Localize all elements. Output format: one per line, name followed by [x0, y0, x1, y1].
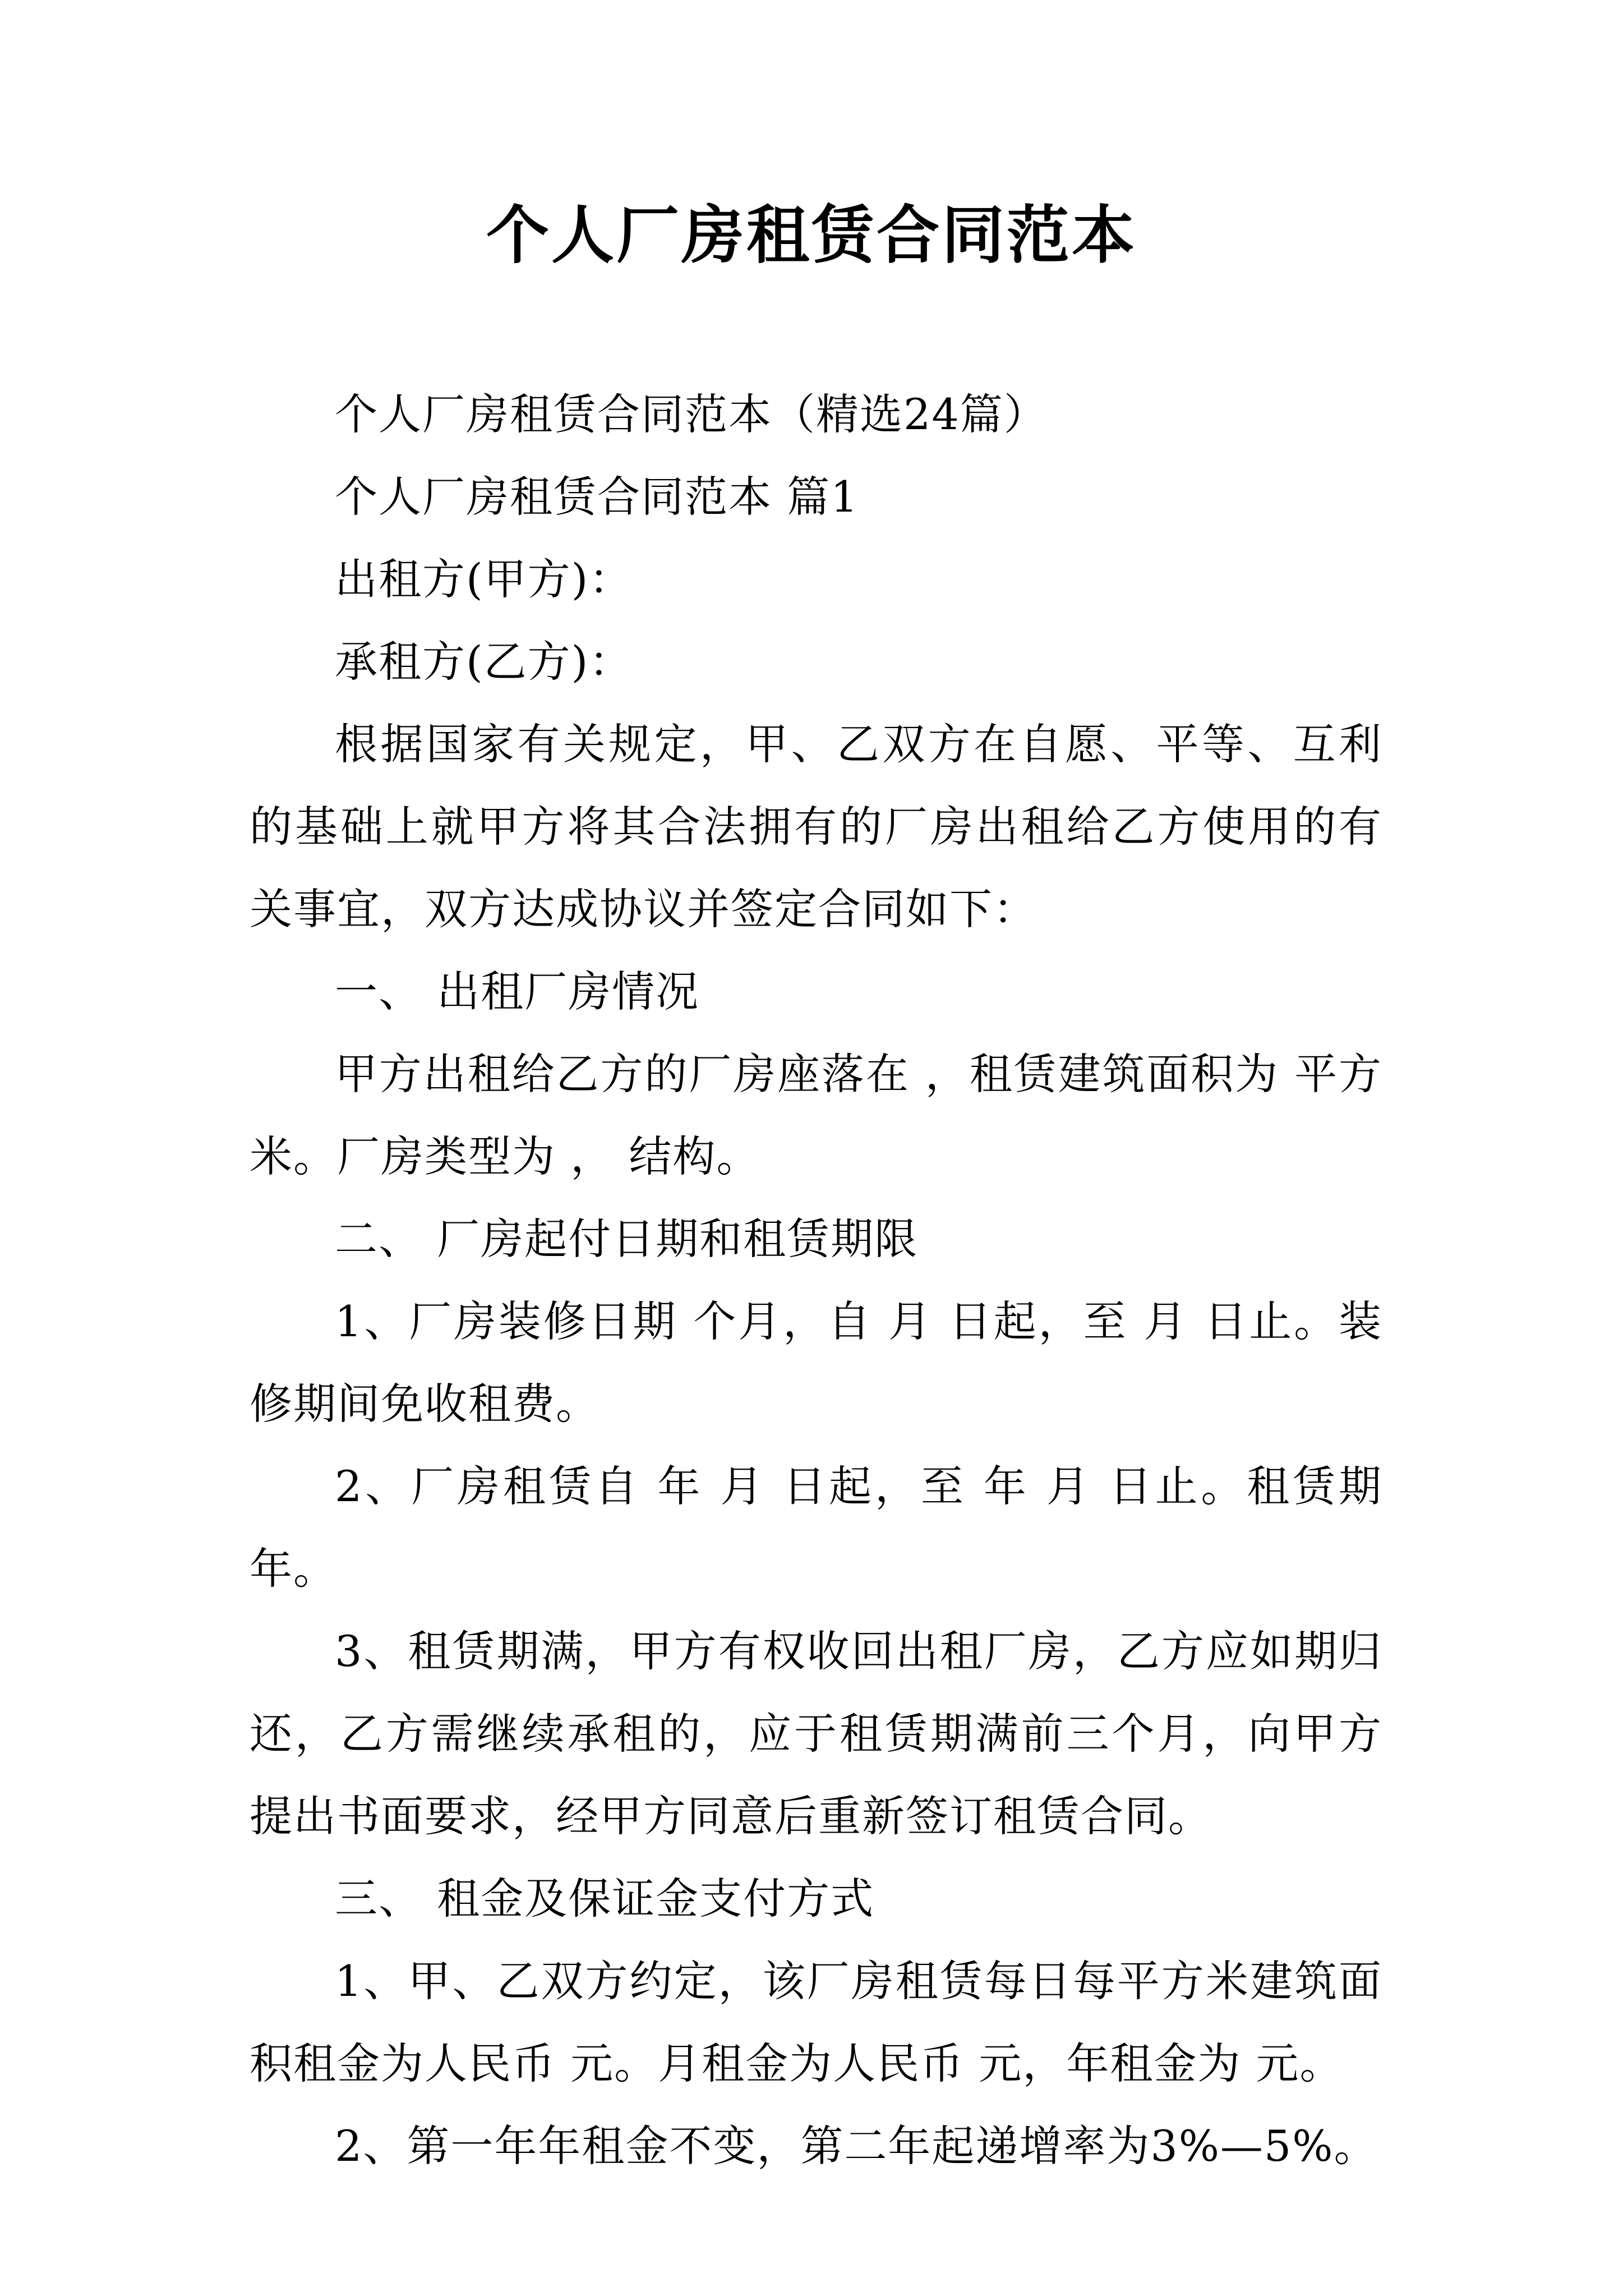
document-body [250, 373, 1382, 2187]
paragraph-clause-1-body: 甲方出租给乙方的厂房座落在 ，租赁建筑面积为 平方米。厂房类型为 ， 结构。 [250, 1049, 1382, 1181]
paragraph-clause-3-item-2: 2、第一年年租金不变，第二年起递增率为3%—5%。 [335, 2121, 1378, 2171]
paragraph-clause-heading-2: 二、 厂房起付日期和租赁期限 [335, 1214, 919, 1264]
paragraph-clause-3-item-1: 1、甲、乙双方约定，该厂房租赁每日每平方米建筑面积租金为人民币 元。月租金为人民币 元，年租金为 元。 [250, 1956, 1382, 2088]
paragraph-clause-2-item-3: 3、租赁期满，甲方有权收回出租厂房，乙方应如期归还，乙方需继续承租的，应于租赁期满前三个月，向甲方提出书面要求，经甲方同意后重新签订租赁合同。 [250, 1626, 1382, 1841]
paragraph-clause-heading-1: 一、 出租厂房情况 [335, 967, 700, 1016]
paragraph-clause-2-item-1: 1、厂房装修日期 个月，自 月 日起，至 月 日止。装修期间免收租费。 [250, 1296, 1382, 1429]
paragraph-lessor: 出租方(甲方)： [335, 554, 633, 604]
paragraph-lessee: 承租方(乙方)： [335, 637, 633, 687]
document-title: 个人厂房租赁合同范本 [486, 199, 1137, 272]
paragraph-subtitle: 个人厂房租赁合同范本（精选24篇） [335, 389, 1048, 439]
paragraph-clause-2-item-2: 2、厂房租赁自 年 月 日起，至 年 月 日止。租赁期 年。 [250, 1461, 1382, 1594]
paragraph-preamble: 根据国家有关规定，甲、乙双方在自愿、平等、互利的基础上就甲方将其合法拥有的厂房出租给乙方使用的有关事宜，双方达成协议并签定合同如下： [250, 719, 1382, 934]
paragraph-section-heading: 个人厂房租赁合同范本 篇1 [335, 472, 859, 522]
paragraph-clause-heading-3: 三、 租金及保证金支付方式 [335, 1874, 875, 1924]
